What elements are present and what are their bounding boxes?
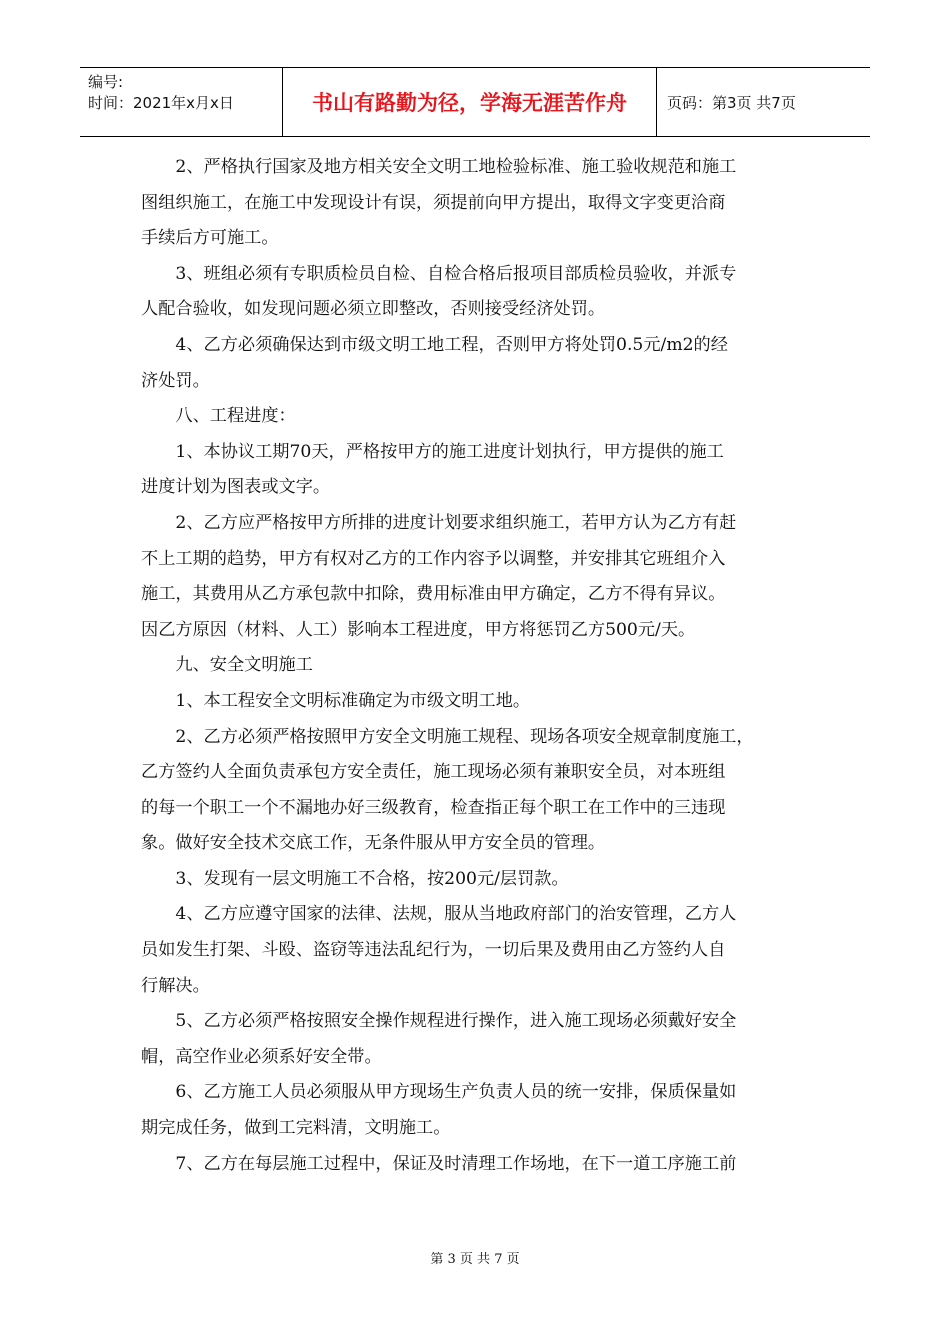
body-line: 7、乙方在每层施工过程中，保证及时清理工作场地，在下一道工序施工前 — [175, 1153, 737, 1174]
page-footer: 第 3 页 共 7 页 — [430, 1252, 520, 1267]
body-line: 帽，高空作业必须系好安全带。 — [141, 1046, 382, 1067]
body-line: 1、本协议工期70天，严格按甲方的施工进度计划执行，甲方提供的施工 — [175, 441, 724, 462]
body-line: 2、乙方应严格按甲方所排的进度计划要求组织施工，若甲方认为乙方有赶 — [175, 512, 737, 533]
body-line: 2、乙方必须严格按照甲方安全文明施工规程、现场各项安全规章制度施工， — [175, 726, 754, 747]
body-line: 乙方签约人全面负责承包方安全责任，施工现场必须有兼职安全员，对本班组 — [141, 762, 726, 783]
header-page-info: 页码：第3页 共7页 — [667, 93, 796, 112]
body-line: 员如发生打架、斗殴、盗窃等违法乱纪行为，一切后果及费用由乙方签约人自 — [141, 940, 726, 961]
body-line: 不上工期的趋势，甲方有权对乙方的工作内容予以调整，并安排其它班组介入 — [141, 548, 726, 569]
body-line: 5、乙方必须严格按照安全操作规程进行操作，进入施工现场必须戴好安全 — [175, 1011, 737, 1032]
body-line: 济处罚。 — [141, 370, 210, 391]
body-line: 施工，其费用从乙方承包款中扣除，费用标准由甲方确定，乙方不得有异议。 — [141, 584, 726, 605]
body-line: 进度计划为图表或文字。 — [141, 477, 331, 498]
body-line: 九、安全文明施工 — [175, 655, 313, 676]
document-date: 时间：2021年x月x日 — [88, 94, 234, 112]
body-line: 手续后方可施工。 — [141, 228, 279, 249]
body-line: 行解决。 — [141, 975, 210, 996]
document-number-label: 编号: — [88, 73, 124, 91]
body-line: 2、严格执行国家及地方相关安全文明工地检验标准、施工验收规范和施工 — [175, 157, 737, 177]
body-line: 4、乙方应遵守国家的法律、法规，服从当地政府部门的治安管理，乙方人 — [175, 904, 737, 925]
body-line: 3、发现有一层文明施工不合格，按200元/层罚款。 — [175, 868, 569, 889]
page-header — [80, 67, 870, 137]
header-motto: 书山有路勤为径，学海无涯苦作舟 — [283, 68, 657, 136]
body-line: 4、乙方必须确保达到市级文明工地工程，否则甲方将处罚0.5元/m2的经 — [175, 334, 728, 355]
document-body — [141, 150, 811, 1182]
body-line: 象。做好安全技术交底工作，无条件服从甲方安全员的管理。 — [141, 833, 606, 854]
body-line: 八、工程进度： — [175, 406, 296, 427]
body-line: 1、本工程安全文明标准确定为市级文明工地。 — [175, 690, 531, 711]
body-line: 6、乙方施工人员必须服从甲方现场生产负责人员的统一安排，保质保量如 — [175, 1082, 737, 1103]
header-meta — [80, 68, 283, 136]
body-line: 的每一个职工一个不漏地办好三级教育，检查指正每个职工在工作中的三违现 — [141, 797, 726, 818]
body-line: 期完成任务，做到工完料清，文明施工。 — [141, 1118, 451, 1139]
body-line: 图组织施工，在施工中发现设计有误，须提前向甲方提出，取得文字变更洽商 — [141, 192, 726, 213]
body-line: 3、班组必须有专职质检员自检、自检合格后报项目部质检员验收，并派专 — [175, 263, 737, 284]
body-line: 人配合验收，如发现问题必须立即整改，否则接受经济处罚。 — [141, 299, 606, 320]
body-line: 因乙方原因（材料、人工）影响本工程进度，甲方将惩罚乙方500元/天。 — [141, 619, 696, 640]
